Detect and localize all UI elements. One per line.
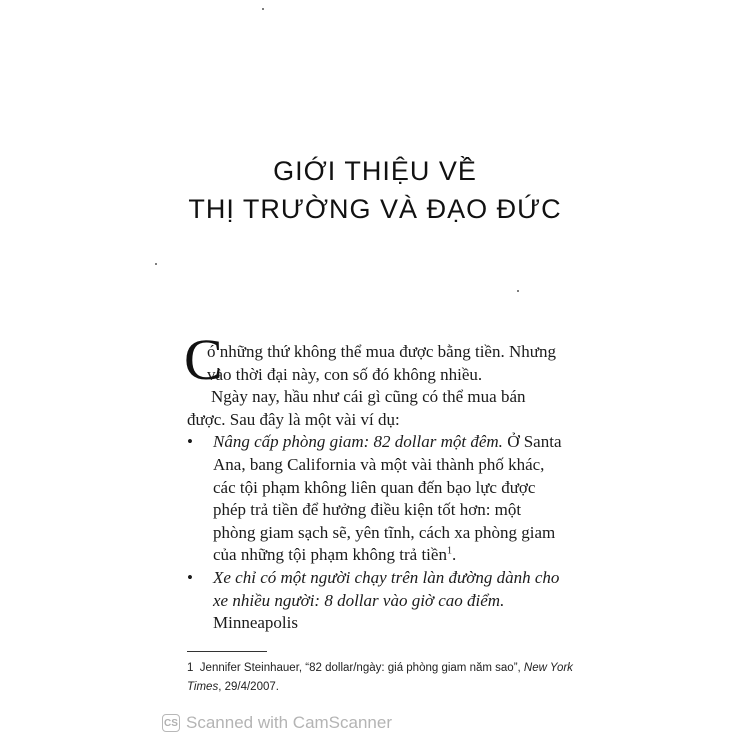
list-item	[187, 567, 565, 635]
bullet-icon: •	[187, 432, 193, 452]
footnote-number: 1	[187, 662, 194, 674]
scan-speck	[155, 263, 157, 265]
chapter-title-line-2: THỊ TRƯỜNG VÀ ĐẠO ĐỨC	[188, 194, 562, 224]
list-item: • Nâng cấp phòng giam: 82 dollar một đêm. Ở Santa Ana, bang California và một vài thành phố khác, các tội phạm không liên quan đến bạo lực được phép trả tiền để hưởng điều kiện tốt hơn: một phòng giam sạch sẽ, yên tĩnh, cách xa phòng giam của những tội phạm không trả tiền$^1$.	[187, 431, 565, 567]
footnote-source: New York Times	[187, 662, 573, 693]
list-item-lead: Nâng cấp phòng giam: 82 dollar một đêm.	[213, 432, 503, 452]
scan-speck	[262, 8, 264, 10]
bullet-icon: •	[187, 567, 193, 587]
footnote-date: , 29/4/2007.	[218, 681, 279, 693]
drop-cap: C	[184, 327, 223, 392]
second-paragraph: Ngày nay, hầu như cái gì cũng có thể mua bán được. Sau đây là một vài ví dụ:	[187, 387, 526, 429]
footnote-text: Jennifer Steinhauer, “82 dollar/ngày: giá phòng giam năm sao”,	[199, 662, 521, 674]
footnote-reference[interactable]: 1	[446, 545, 452, 557]
opening-paragraph-text: ó những thứ không thể mua được bằng tiền. Nhưng vào thời đại này, con số đó không nhiều.	[207, 342, 556, 384]
footnote-divider	[187, 651, 267, 652]
body-text	[184, 327, 565, 635]
list-item-lead: Xe chỉ có một người chạy trên làn đường dành cho xe nhiều người: 8 dollar vào giờ cao điểm.	[213, 567, 560, 610]
camscanner-watermark	[162, 712, 392, 734]
list-item-text: Ở Santa Ana, bang California và một vài thành phố khác, các tội phạm không liên quan đến bạo lực được phép trả tiền để hưởng điều kiện tốt hơn: một phòng giam sạch sẽ, yên tĩnh, cách xa phòng giam của những tội phạm không trả tiền	[213, 432, 562, 565]
scan-speck	[517, 290, 519, 292]
footnote	[187, 659, 587, 697]
watermark-text: Scanned with CamScanner	[186, 713, 393, 732]
example-list	[187, 431, 565, 634]
chapter-title	[0, 152, 750, 228]
list-item-text: Minneapolis	[213, 613, 298, 633]
opening-paragraph	[184, 327, 565, 392]
chapter-title-line-1: GIỚI THIỆU VỀ	[273, 156, 477, 186]
camscanner-logo-icon: CS	[162, 714, 180, 732]
